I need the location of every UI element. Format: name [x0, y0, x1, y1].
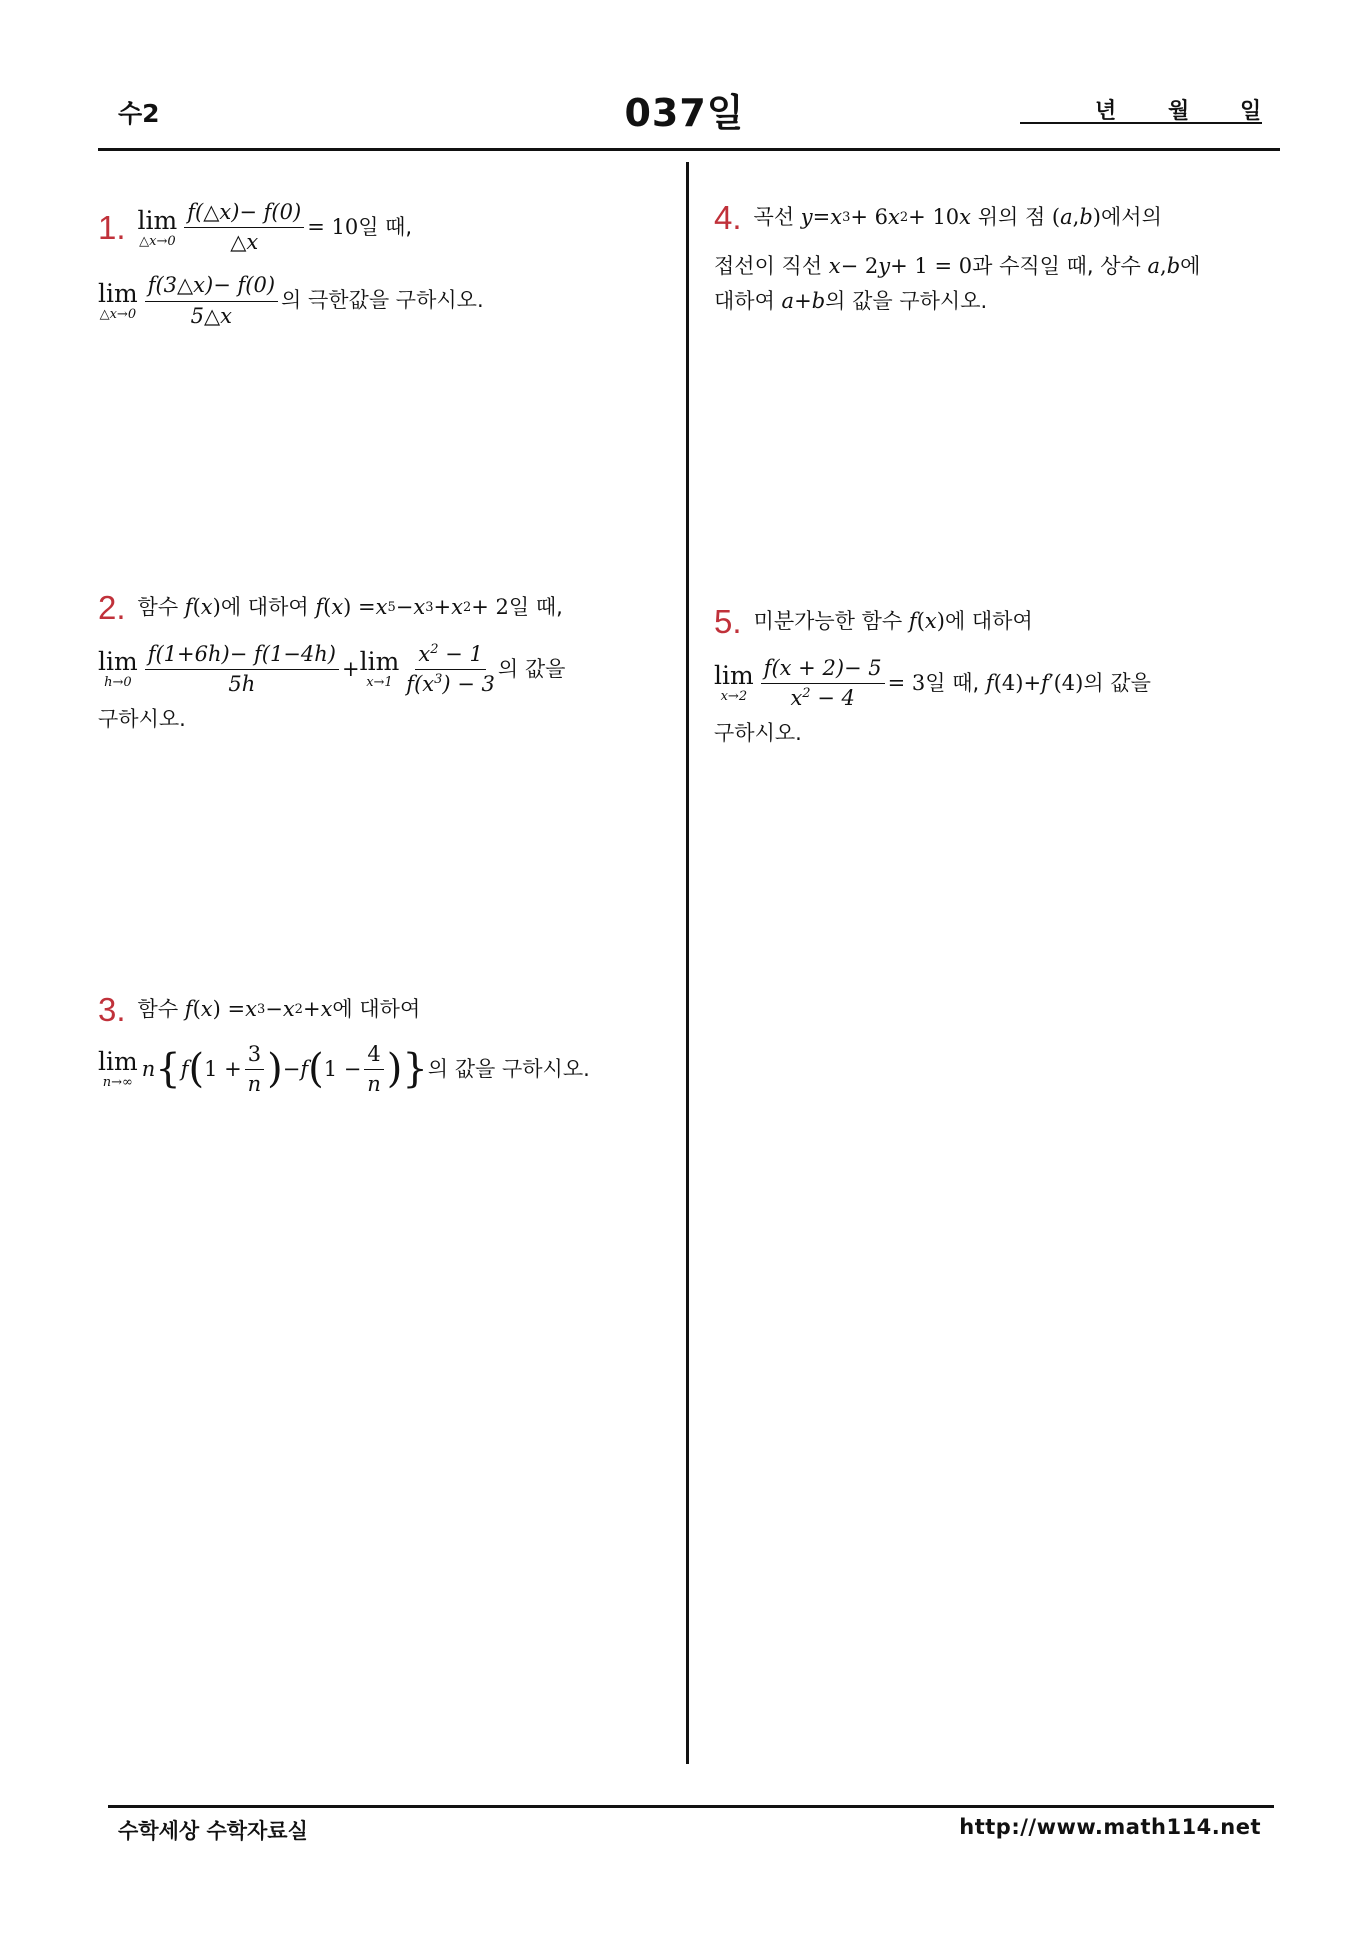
date-month-label: 월 — [1168, 99, 1190, 124]
column-divider — [686, 162, 689, 1764]
problem-number: 1. — [98, 208, 126, 246]
footer-divider — [108, 1805, 1274, 1808]
date-underline — [1020, 122, 1262, 124]
fraction: $\frac{f(3\triangle x)- f(0)}{5\triangle x}$ — [145, 273, 278, 328]
problem-3: 3. 함수 f ( x ) = x 3 − x 2 + x 에 대하여 lim n→∞ n { f ( 1 + $\frac{3}{n}$ ) − f ( 1 − $\frac{4}{n}$ ) } 의 값을 구하시오. — [98, 991, 590, 1096]
header-divider — [98, 148, 1280, 151]
limit-symbol: lim x→2 — [714, 661, 754, 705]
subject-label: 수2 — [118, 99, 160, 128]
limit-symbol: lim n→∞ — [98, 1047, 138, 1091]
fraction: $\frac{x^2 - 1}{f(x^3) - 3}$ — [406, 641, 495, 696]
fraction: $\frac{3}{n}$ — [245, 1042, 264, 1097]
footer-url-link[interactable]: http://www.math114.net — [959, 1815, 1261, 1839]
fraction: $\frac{f(\triangle x)- f(0)}{\triangle x}$ — [184, 200, 304, 255]
problem-number: 4. — [714, 199, 742, 236]
limit-symbol: lim △x→0 — [98, 279, 138, 323]
problem-2: 2. 함수 f ( x ) 에 대하여 f ( x ) = x 5 − x 3 + x 2 + 2 일 때, lim h→0 $\frac{f(1+6h)- f(1-4h)}{5h}$ + lim x→1 $\frac{x^2 - 1}{f(x^3) - 3}$ 의 값을 구하시오. — [98, 589, 566, 731]
date-year-label: 년 — [1095, 99, 1117, 124]
footer-site-name: 수학세상 수학자료실 — [118, 1819, 308, 1843]
limit-symbol: lim x→1 — [359, 647, 400, 691]
limit-symbol: lim △x→0 — [137, 205, 178, 249]
problem-4: 4. 곡선 y = x 3 + 6 x 2 + 10 x 위의 점 ( a , b ) 에서의 접선이 직선 x − 2 y + 1 = 0 과 수직일 때, 상수 a , b 에 대하여 a + b 의 값을 구하시오. — [714, 199, 1201, 313]
problem-number: 2. — [98, 589, 126, 626]
limit-symbol: lim h→0 — [98, 647, 138, 691]
problem-number: 5. — [714, 603, 742, 640]
fraction: $\frac{f(x + 2)- 5}{x^2 - 4}$ — [761, 656, 885, 711]
fraction: $\frac{4}{n}$ — [364, 1042, 383, 1097]
problem-number: 3. — [98, 991, 126, 1028]
fraction: $\frac{f(1+6h)- f(1-4h)}{5h}$ — [145, 642, 339, 697]
date-day-label: 일 — [1240, 99, 1262, 124]
problem-1: 1. lim △x→0 $\frac{f(\triangle x)- f(0)}{\triangle x}$ = 10 일 때, lim △x→0 $\frac{f(3\triangle x)- f(0)}{5\triangle x}$ 의 극한값을 구하시오. — [98, 200, 484, 328]
problem-5: 5. 미분가능한 함수 f ( x ) 에 대하여 lim x→2 $\frac{f(x + 2)- 5}{x^2 - 4}$ = 3 일 때, f (4)+ f ′(4) 의 값을 구하시오. — [714, 603, 1151, 745]
page-title: 037일 — [624, 91, 745, 135]
